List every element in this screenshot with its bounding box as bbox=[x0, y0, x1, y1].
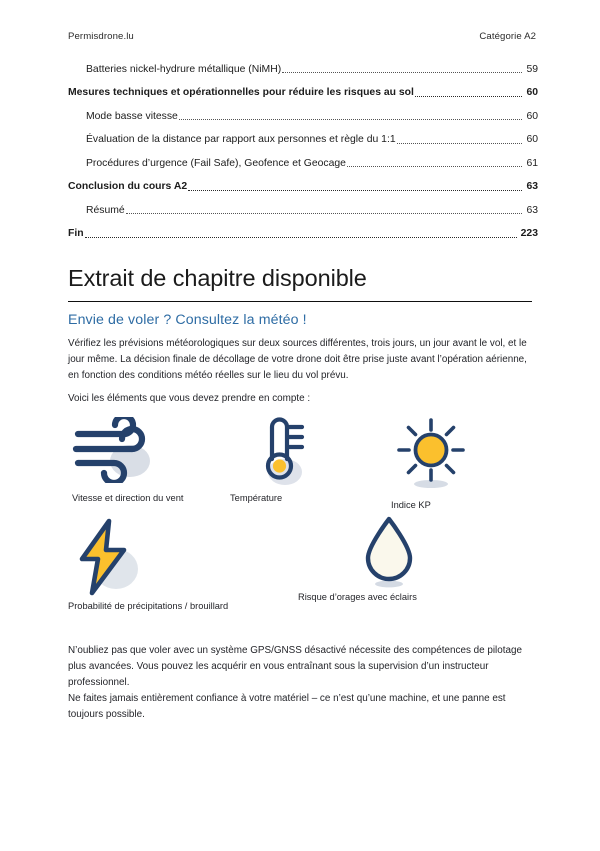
section-subheading: Envie de voler ? Consultez la météo ! bbox=[68, 312, 307, 328]
weather-factor-temperature bbox=[228, 415, 378, 504]
toc-leader-dots bbox=[282, 71, 522, 73]
toc-entry-label: Batteries nickel-hydrure métallique (NiMH) bbox=[86, 64, 282, 75]
toc-leader-dots bbox=[85, 236, 517, 238]
running-header bbox=[68, 31, 536, 42]
toc-entry[interactable] bbox=[68, 158, 538, 170]
toc-entry[interactable] bbox=[68, 181, 538, 193]
weather-factor-label: Risque d’orages avec éclairs bbox=[298, 592, 417, 602]
toc-leader-dots bbox=[397, 142, 523, 144]
weather-factor-label: Probabilité de précipitations / brouillard bbox=[68, 601, 229, 611]
page-title: Extrait de chapitre disponible bbox=[68, 265, 367, 291]
toc-entry-page: 63 bbox=[526, 181, 538, 193]
weather-factor-precipitation bbox=[68, 515, 298, 612]
sun-icon bbox=[378, 415, 538, 487]
outro-paragraph-1: N’oubliez pas que voler avec un système GPS/GNSS désactivé nécessite des compétences de pilotage plus avancées. Vous pouvez les acquérir en vous entraînant sous la supervision d’un instructeur professionnel. bbox=[68, 645, 522, 689]
toc-entry-page: 59 bbox=[526, 64, 538, 75]
toc-entry[interactable] bbox=[68, 111, 538, 123]
toc-entry[interactable] bbox=[68, 87, 538, 99]
header-right-text: Catégorie A2 bbox=[479, 31, 536, 42]
outro-paragraphs bbox=[68, 643, 532, 723]
toc-entry-label: Évaluation de la distance par rapport aux personnes et règle du 1:1 bbox=[86, 134, 396, 146]
lightning-bolt-icon bbox=[68, 515, 298, 587]
toc-entry-page: 60 bbox=[526, 110, 538, 122]
toc-leader-dots bbox=[188, 189, 522, 191]
toc-entry-label: Conclusion du cours A2 bbox=[68, 181, 188, 193]
toc-entry-page: 63 bbox=[526, 204, 538, 216]
weather-factor-label: Température bbox=[230, 493, 283, 503]
toc-entry-label: Résumé bbox=[86, 204, 125, 216]
table-of-contents bbox=[68, 64, 538, 252]
toc-leader-dots bbox=[179, 118, 523, 120]
toc-entry-label: Fin bbox=[68, 228, 84, 240]
toc-leader-dots bbox=[347, 165, 523, 167]
water-droplet-icon bbox=[298, 515, 498, 587]
toc-entry[interactable] bbox=[68, 64, 538, 76]
weather-factor-kp-index bbox=[378, 415, 538, 511]
toc-entry-label: Procédures d’urgence (Fail Safe), Geofence et Geocage bbox=[86, 157, 346, 169]
toc-entry-page: 60 bbox=[526, 87, 538, 99]
toc-entry[interactable] bbox=[68, 205, 538, 217]
toc-leader-dots bbox=[415, 95, 523, 97]
toc-entry[interactable] bbox=[68, 134, 538, 146]
toc-entry-label: Mesures techniques et opérationnelles pour réduire les risques au sol bbox=[68, 87, 414, 99]
toc-entry-page: 223 bbox=[520, 228, 538, 240]
list-intro-text: Voici les éléments que vous devez prendre en compte : bbox=[68, 393, 311, 404]
weather-factor-storm-risk bbox=[298, 515, 498, 603]
outro-paragraph-2: Ne faites jamais entièrement confiance à votre matériel – ce n’est qu’une machine, et une panne est toujours possible. bbox=[68, 693, 506, 721]
weather-factor-label: Vitesse et direction du vent bbox=[72, 493, 184, 503]
weather-factor-label: Indice KP bbox=[391, 500, 431, 510]
toc-entry-page: 60 bbox=[526, 134, 538, 146]
title-divider bbox=[68, 301, 532, 302]
thermometer-icon bbox=[228, 415, 378, 487]
intro-paragraph: Vérifiez les prévisions météorologiques sur deux sources différentes, trois jours, un jour avant le vol, et le jour même. La décision finale de décollage de votre drone doit être prise juste avant l’opération aérienne, en fonction des conditions météo réelles sur le lieu du vol prévu. bbox=[68, 338, 527, 382]
toc-entry-page: 61 bbox=[526, 157, 538, 169]
toc-entry[interactable] bbox=[68, 228, 538, 240]
header-left-text: Permisdrone.lu bbox=[68, 31, 134, 42]
toc-leader-dots bbox=[126, 212, 523, 214]
toc-entry-label: Mode basse vitesse bbox=[86, 110, 178, 122]
